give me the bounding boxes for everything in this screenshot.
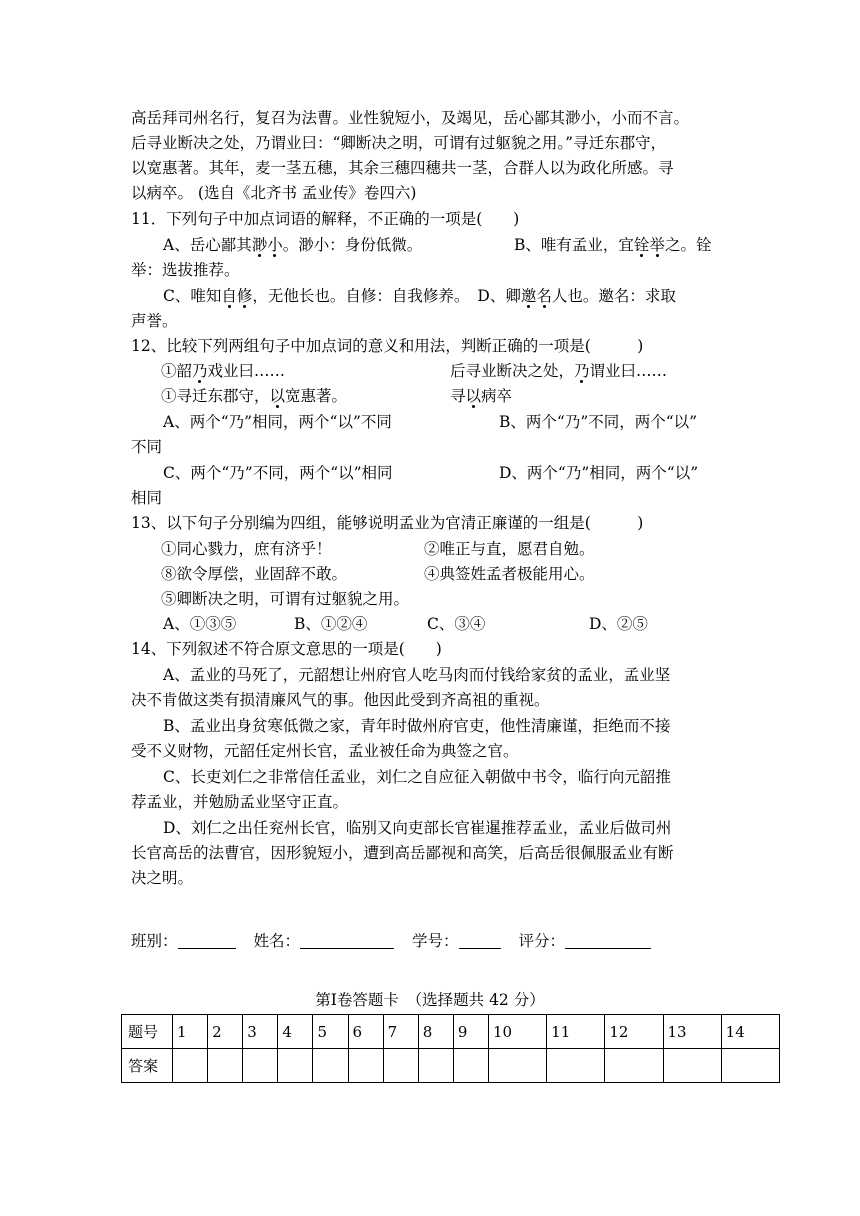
question-number-cell: 12 [605,1015,663,1049]
question-14-option-d-cont: 长官高岳的法曹官，因形貌短小，遭到高岳鄙视和高笑，后高岳很佩服孟业有断 [131,844,674,862]
answer-cell[interactable] [278,1049,313,1083]
dotted-word: 以 [269,387,286,405]
answer-cell[interactable] [348,1049,383,1083]
answer-cell[interactable] [453,1049,488,1083]
question-number-cell: 2 [208,1015,243,1049]
question-11-option-b-cont: 举：选拔推荐。 [131,261,240,279]
name-label: 姓名： [253,932,301,950]
question-12-option-d-cont: 相同 [131,489,163,507]
answer-cell[interactable] [418,1049,453,1083]
dotted-word: 邀名 [520,287,552,305]
question-13-option-b: B、①②④ [294,615,368,633]
question-14-option-a: A、孟业的马死了，元韶想让州府官人吃马肉而付钱给家贫的孟业，孟业坚 [163,666,671,684]
question-number-cell: 10 [488,1015,546,1049]
dotted-word: 自修 [221,287,253,305]
question-14-option-b: B、孟业出身贫寒低微之家，青年时做州府官吏，他性清廉谨，拒绝而不接 [163,717,671,735]
question-12-option-b-cont: 不同 [131,438,163,456]
answer-card-table [121,1014,780,1083]
question-13-option-d: D、②⑤ [589,615,648,633]
question-13-sentence: ⑧欲令厚偿，业固辞不敢。 [161,565,348,583]
row-label: 题号 [122,1015,173,1049]
name-blank[interactable] [300,932,394,949]
question-11-option-b: B、唯有孟业，宜铨举之。铨 [514,236,712,254]
question-12-sentence-2a: ①寻迁东郡守，以宽惠著。 [161,387,348,405]
question-14-option-d-cont: 决之明。 [131,869,194,887]
question-14-option-d: D、刘仁之出任兖州长官，临别又向吏部长官崔暹推荐孟业，孟业后做司州 [163,819,672,837]
passage-line: 以病卒。 (选自《北齐书 孟业传》卷四六) [131,184,417,202]
class-label: 班别： [131,932,178,950]
question-number-cell: 1 [173,1015,208,1049]
question-number-cell: 6 [348,1015,383,1049]
question-number-cell: 11 [547,1015,605,1049]
question-14-option-c: C、长吏刘仁之非常信任孟业，刘仁之自应征入朝做中书令，临行向元韶推 [163,768,671,786]
dotted-word: 乃 [574,362,590,380]
answer-cell[interactable] [208,1049,243,1083]
dotted-word: 以 [465,387,482,405]
question-14-option-c-cont: 荐孟业，并勉励孟业坚守正直。 [131,793,349,811]
id-label: 学号： [412,932,459,950]
id-blank[interactable] [459,932,501,949]
question-12-sentence-2b: 寻以病卒 [450,387,513,405]
question-13-sentence: ④典签姓孟者极能用心。 [424,565,595,583]
dotted-word: 乃 [192,362,208,380]
question-11-stem: 11．下列句子中加点词语的解释，不正确的一项是( ) [131,210,520,228]
question-13-option-a: A、①③⑤ [163,615,237,633]
question-number-cell: 8 [418,1015,453,1049]
question-13-option-c: C、③④ [427,615,486,633]
question-11-option-a: A、岳心鄙其渺小。渺小：身份低微。 [163,236,423,254]
dotted-word: 铨举 [633,236,665,254]
answer-card-title: 第Ⅰ卷答题卡 （选择题共 42 分） [315,991,545,1009]
question-12-sentence-1b: 后寻业断决之处，乃谓业曰…… [450,362,668,380]
question-12-stem: 12、比较下列两组句子中加点词的意义和用法，判断正确的一项是( ) [131,337,644,355]
question-number-row [122,1015,780,1049]
score-blank[interactable] [565,932,651,949]
question-number-cell: 14 [721,1015,779,1049]
question-12-option-b: B、两个“乃”不同，两个“以” [499,413,698,431]
answer-cell[interactable] [721,1049,779,1083]
passage-line: 以宽惠著。其年，麦一茎五穗，其余三穗四穗共一茎，合群人以为政化所感。寻 [131,159,674,177]
question-12-option-c: C、两个“乃”不同，两个“以”相同 [163,464,393,482]
question-number-cell: 4 [278,1015,313,1049]
question-number-cell: 7 [383,1015,418,1049]
answer-cell[interactable] [383,1049,418,1083]
answer-cell[interactable] [547,1049,605,1083]
question-number-cell: 13 [663,1015,721,1049]
answer-row [122,1049,780,1083]
answer-cell[interactable] [173,1049,208,1083]
dotted-word: 渺小 [251,236,283,254]
answer-cell[interactable] [663,1049,721,1083]
question-11-option-d-cont: 声誉。 [131,312,178,330]
student-info [131,929,651,954]
question-number-cell: 5 [313,1015,348,1049]
passage-line: 后寻业断决之处，乃谓业曰：“卿断决之明，可谓有过躯貌之用。”寻迁东郡守， [131,134,667,152]
question-14-stem: 14、下列叙述不符合原文意思的一项是( ) [131,640,442,658]
question-number-cell: 3 [243,1015,278,1049]
row-label: 答案 [122,1049,173,1083]
question-13-sentence: ⑤卿断决之明，可谓有过躯貌之用。 [161,590,410,608]
question-13-sentence: ②唯正与直，愿君自勉。 [424,540,595,558]
question-14-option-b-cont: 受不义财物，元韶任定州长官，孟业被任命为典签之官。 [131,742,519,760]
question-number-cell: 9 [453,1015,488,1049]
question-13-sentence: ①同心戮力，庶有济乎！ [161,540,332,558]
class-blank[interactable] [178,932,236,949]
question-12-option-d: D、两个“乃”相同，两个“以” [499,464,699,482]
question-12-option-a: A、两个“乃”相同，两个“以”不同 [163,413,392,431]
question-13-stem: 13、以下句子分别编为四组，能够说明孟业为官清正廉谨的一组是( ) [131,514,644,532]
passage-line: 高岳拜司州名行，复召为法曹。业性貌短小，及竭见，岳心鄙其渺小，小而不言。 [131,109,690,127]
answer-cell[interactable] [243,1049,278,1083]
answer-cell[interactable] [488,1049,546,1083]
answer-cell[interactable] [605,1049,663,1083]
score-label: 评分： [518,932,566,950]
question-14-option-a-cont: 决不肯做这类有损清廉风气的事。他因此受到齐高祖的重视。 [131,691,550,709]
question-12-sentence-1a: ①韶乃戏业曰…… [161,362,286,380]
answer-cell[interactable] [313,1049,348,1083]
question-11-option-c: C、唯知自修，无他长也。自修：自我修养。 D、卿邀名人也。邀名：求取 [163,287,676,305]
